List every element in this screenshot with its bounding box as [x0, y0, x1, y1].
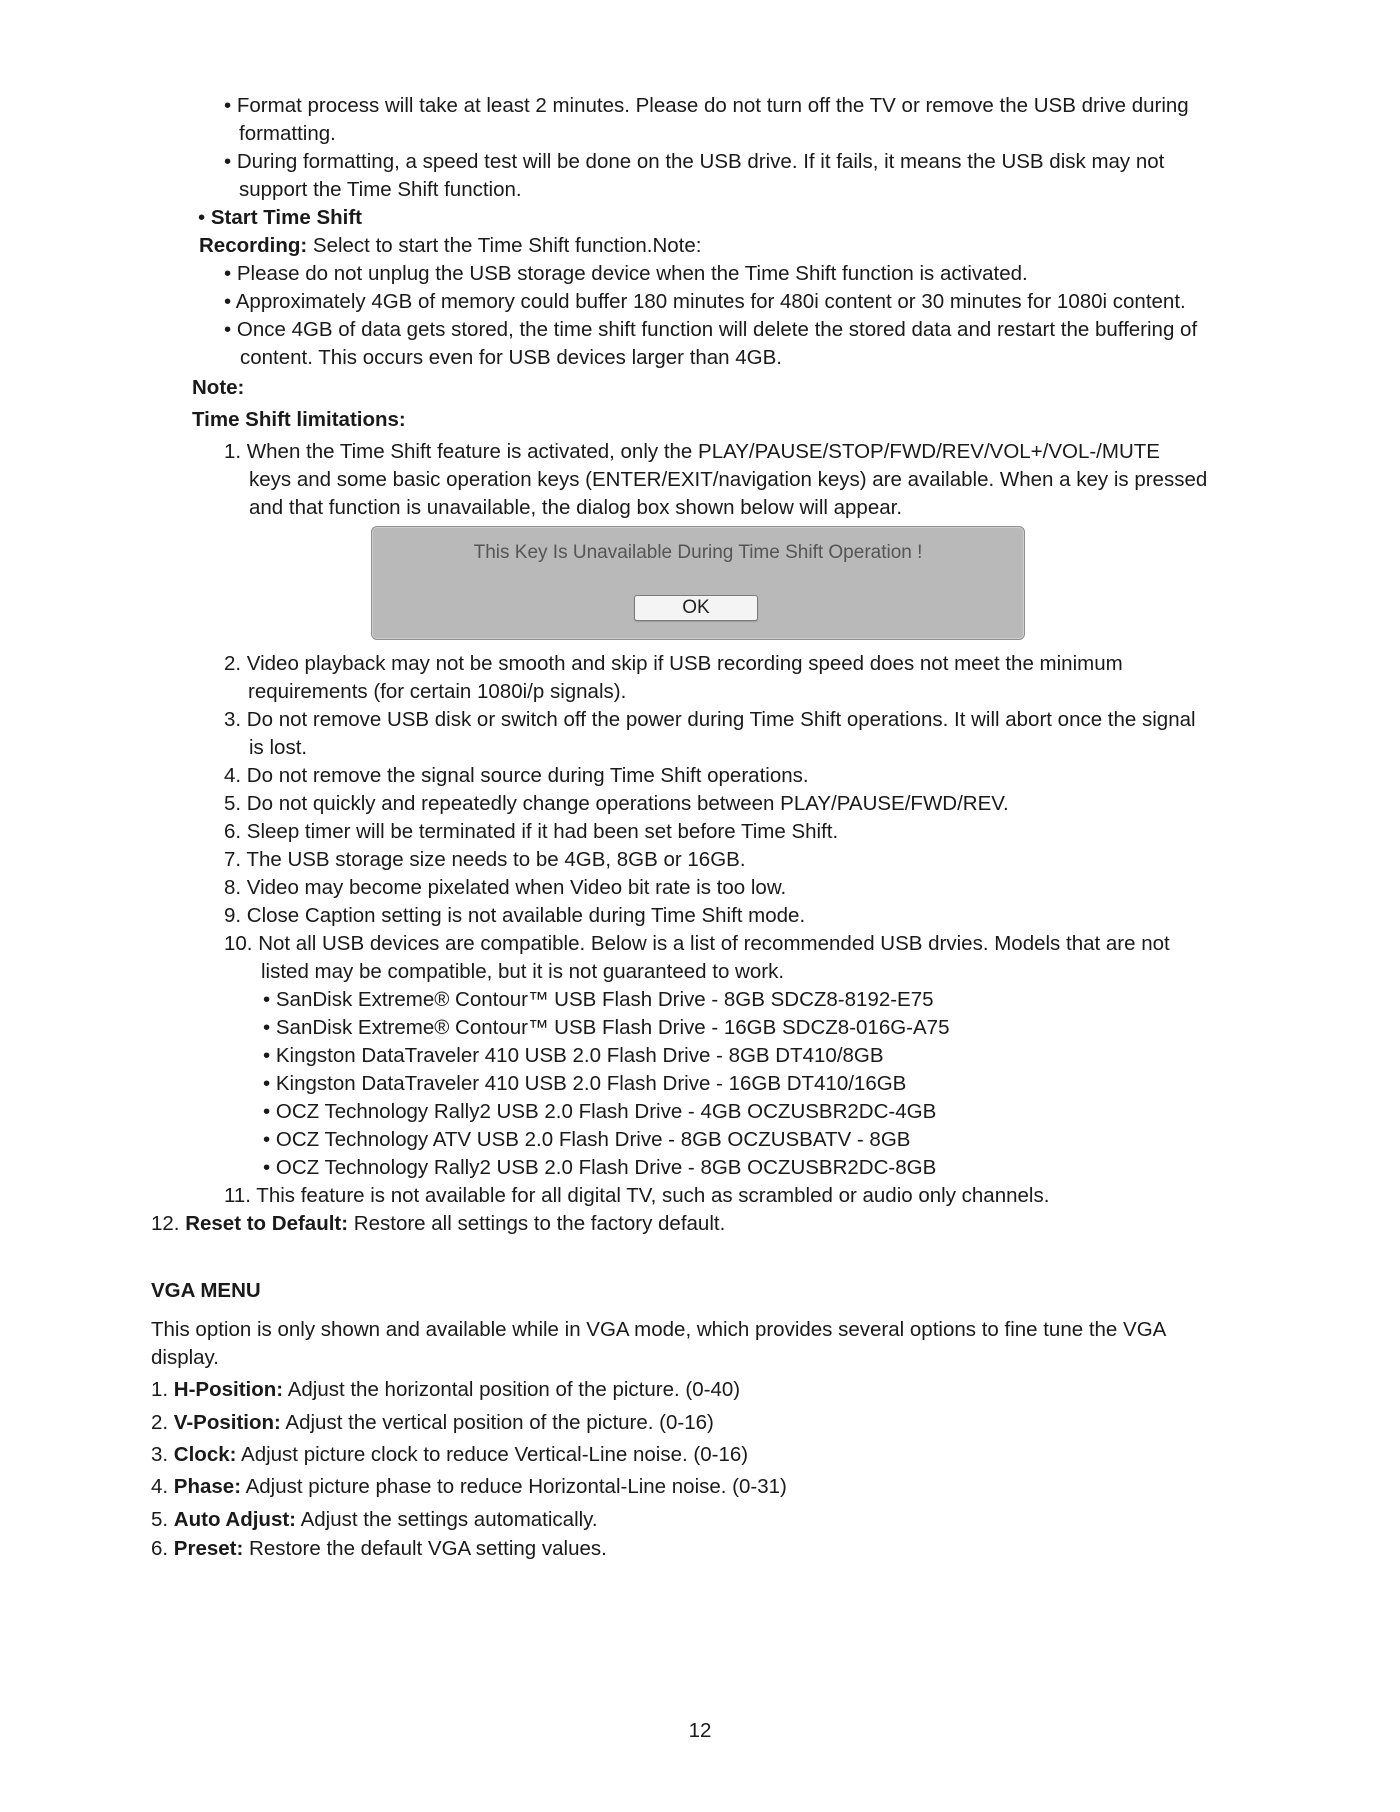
usb-drive-item: • Kingston DataTraveler 410 USB 2.0 Flash Drive - 16GB DT410/16GB: [263, 1072, 907, 1095]
limitation-6: 6. Sleep timer will be terminated if it had been set before Time Shift.: [224, 820, 839, 843]
item-text: Adjust the vertical position of the picture. (0-16): [280, 1411, 714, 1434]
dialog-message: This Key Is Unavailable During Time Shift Operation !: [473, 542, 923, 563]
item-text: Adjust the horizontal position of the picture. (0-40): [283, 1378, 741, 1401]
format-note-2: • During formatting, a speed test will be done on the USB drive. If it fails, it means the USB disk may not: [224, 150, 1165, 173]
recording-line: [199, 234, 701, 258]
usb-drive-item: • Kingston DataTraveler 410 USB 2.0 Flash Drive - 8GB DT410/8GB: [263, 1044, 884, 1067]
limitation-5: 5. Do not quickly and repeatedly change operations between PLAY/PAUSE/FWD/REV.: [224, 792, 1009, 815]
vga-item-auto-adjust: [151, 1508, 598, 1532]
usb-drive-item: • OCZ Technology Rally2 USB 2.0 Flash Drive - 4GB OCZUSBR2DC-4GB: [263, 1100, 937, 1123]
format-note-1: • Format process will take at least 2 minutes. Please do not turn off the TV or remove the USB drive during: [224, 94, 1189, 117]
item-label: Preset:: [173, 1537, 244, 1560]
usb-drive-item: • SanDisk Extreme® Contour™ USB Flash Drive - 8GB SDCZ8-8192-E75: [263, 988, 934, 1011]
limitation-8: 8. Video may become pixelated when Video bit rate is too low.: [224, 876, 787, 899]
limitation-3-cont: is lost.: [249, 736, 308, 759]
item-label: Clock:: [173, 1443, 237, 1466]
format-note-1-cont: formatting.: [239, 122, 336, 145]
ok-button[interactable]: OK: [634, 595, 758, 621]
vga-item-v-position: [151, 1411, 714, 1435]
limitation-11: 11. This feature is not available for all digital TV, such as scrambled or audio only channels.: [224, 1184, 1050, 1207]
vga-item-clock: [151, 1443, 748, 1467]
item-number: 1.: [151, 1378, 174, 1401]
bullet: •: [198, 206, 211, 229]
item-text: Adjust picture clock to reduce Vertical-Line noise. (0-16): [236, 1443, 749, 1466]
limitation-2: 2. Video playback may not be smooth and skip if USB recording speed does not meet the minimum: [224, 652, 1123, 675]
item-number: 6.: [151, 1537, 174, 1560]
recording-note-3: • Once 4GB of data gets stored, the time shift function will delete the stored data and restart the buffering of: [224, 318, 1198, 341]
recording-note-3-cont: content. This occurs even for USB devices larger than 4GB.: [240, 346, 782, 369]
limitation-7: 7. The USB storage size needs to be 4GB, 8GB or 16GB.: [224, 848, 746, 871]
limitation-4: 4. Do not remove the signal source during Time Shift operations.: [224, 764, 809, 787]
limitation-2-cont: requirements (for certain 1080i/p signals).: [248, 680, 627, 703]
vga-item-h-position: [151, 1378, 740, 1402]
item-label: V-Position:: [173, 1411, 281, 1434]
vga-item-phase: [151, 1475, 787, 1499]
limitation-3: 3. Do not remove USB disk or switch off the power during Time Shift operations. It will abort once the signal: [224, 708, 1196, 731]
note-heading: Note:: [192, 376, 245, 399]
item-label: Phase:: [173, 1475, 242, 1498]
format-note-2-cont: support the Time Shift function.: [239, 178, 522, 201]
vga-item-preset: [151, 1537, 607, 1561]
item-label: Auto Adjust:: [173, 1508, 297, 1531]
limitation-9: 9. Close Caption setting is not available during Time Shift mode.: [224, 904, 806, 927]
reset-text: Restore all settings to the factory default.: [348, 1212, 726, 1235]
limitations-heading: Time Shift limitations:: [192, 408, 406, 431]
item-number: 5.: [151, 1508, 174, 1531]
item-text: Restore the default VGA setting values.: [243, 1537, 607, 1560]
usb-drive-item: • OCZ Technology ATV USB 2.0 Flash Drive - 8GB OCZUSBATV - 8GB: [263, 1128, 911, 1151]
recording-note-1: • Please do not unplug the USB storage device when the Time Shift function is activated.: [224, 262, 1028, 285]
vga-intro-cont: display.: [151, 1346, 219, 1369]
limitation-1: 1. When the Time Shift feature is activated, only the PLAY/PAUSE/STOP/FWD/REV/VOL+/VOL-/MUTE: [224, 440, 1160, 463]
reset-label: Reset to Default:: [185, 1212, 349, 1235]
item-number: 2.: [151, 1411, 174, 1434]
usb-drive-item: • OCZ Technology Rally2 USB 2.0 Flash Drive - 8GB OCZUSBR2DC-8GB: [263, 1156, 937, 1179]
vga-menu-heading: VGA MENU: [151, 1279, 261, 1302]
limitation-10-cont: listed may be compatible, but it is not guaranteed to work.: [261, 960, 785, 983]
reset-to-default-item: [151, 1212, 725, 1236]
start-time-shift-heading: [198, 206, 362, 230]
vga-intro: This option is only shown and available while in VGA mode, which provides several options to fine tune the VGA: [151, 1318, 1167, 1341]
item-number: 3.: [151, 1443, 174, 1466]
item-label: H-Position:: [173, 1378, 284, 1401]
limitation-1-cont-a: keys and some basic operation keys (ENTER/EXIT/navigation keys) are available. When a key is pressed: [249, 468, 1208, 491]
page-number: 12: [688, 1719, 712, 1742]
item-text: Adjust picture phase to reduce Horizontal-Line noise. (0-31): [241, 1475, 787, 1498]
unavailable-key-dialog: [371, 526, 1025, 640]
limitation-1-cont-b: and that function is unavailable, the dialog box shown below will appear.: [249, 496, 903, 519]
recording-label: Recording:: [199, 234, 308, 257]
start-time-shift-label: Start Time Shift: [210, 206, 362, 229]
reset-number: 12.: [151, 1212, 186, 1235]
recording-text: Select to start the Time Shift function.Note:: [307, 234, 702, 257]
item-number: 4.: [151, 1475, 174, 1498]
recording-note-2: • Approximately 4GB of memory could buffer 180 minutes for 480i content or 30 minutes for 1080i content.: [224, 290, 1186, 313]
usb-drive-item: • SanDisk Extreme® Contour™ USB Flash Drive - 16GB SDCZ8-016G-A75: [263, 1016, 950, 1039]
item-text: Adjust the settings automatically.: [296, 1508, 598, 1531]
limitation-10: 10. Not all USB devices are compatible. Below is a list of recommended USB drvies. Models that are not: [224, 932, 1170, 955]
